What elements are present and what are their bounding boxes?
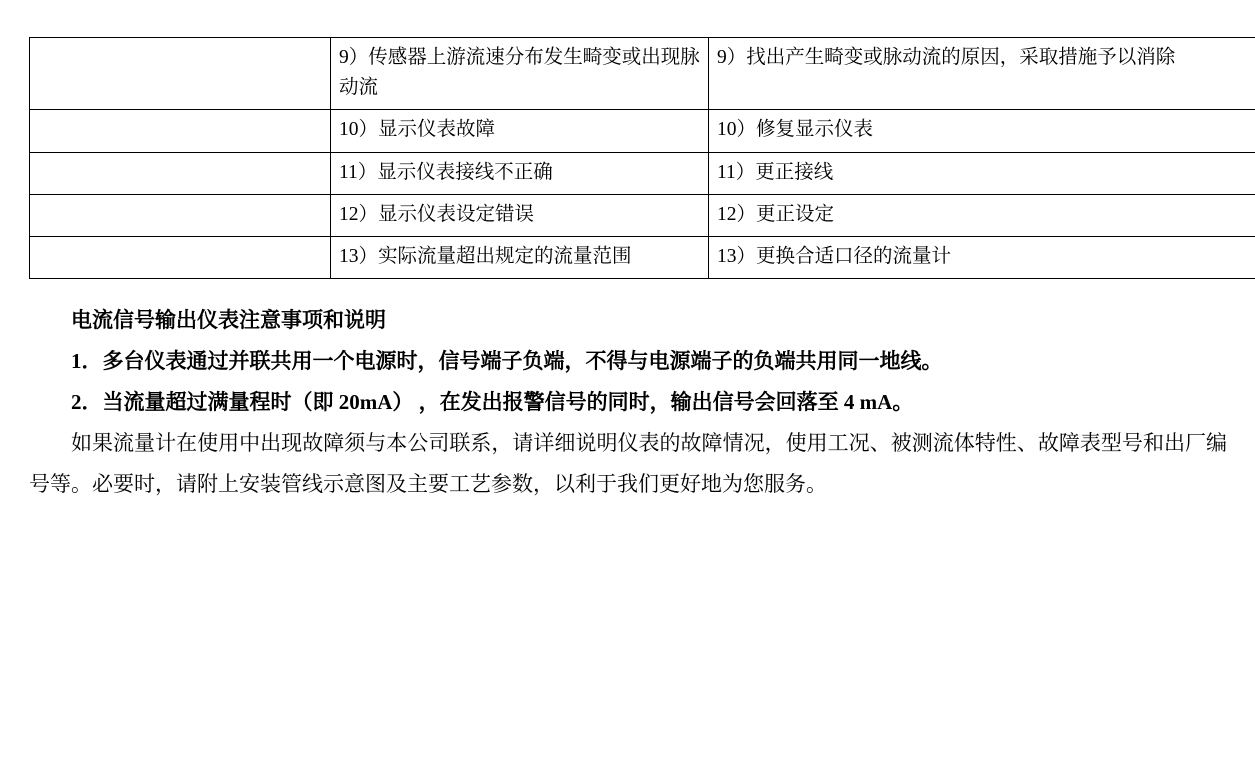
table-cell-remedy: 10）修复显示仪表	[709, 110, 1255, 152]
table-cell-remedy: 9）找出产生畸变或脉动流的原因，采取措施予以消除	[709, 38, 1255, 110]
table-cell-remedy: 13）更换合适口径的流量计	[709, 237, 1255, 279]
table-row	[30, 38, 1255, 110]
fault-table-container	[29, 37, 1227, 279]
fault-troubleshooting-table	[29, 37, 1255, 279]
table-cell-cause: 11）显示仪表接线不正确	[331, 152, 709, 194]
table-row	[30, 237, 1255, 279]
table-row	[30, 194, 1255, 236]
table-cell-remedy: 11）更正接线	[709, 152, 1255, 194]
table-cell-empty	[30, 110, 331, 152]
table-cell-empty	[30, 237, 331, 279]
section-heading: 电流信号输出仪表注意事项和说明	[71, 308, 386, 332]
closing-paragraph: 如果流量计在使用中出现故障须与本公司联系，请详细说明仪表的故障情况，使用工况、被测流体特性、故障表型号和出厂编号等。必要时，请附上安装管线示意图及主要工艺参数，以利于我们更好地为您服务。	[29, 430, 1227, 496]
table-cell-cause: 13）实际流量超出规定的流量范围	[331, 237, 709, 279]
table-cell-remedy: 12）更正设定	[709, 194, 1255, 236]
table-cell-cause: 9）传感器上游流速分布发生畸变或出现脉动流	[331, 38, 709, 110]
table-cell-empty	[30, 152, 331, 194]
table-row	[30, 152, 1255, 194]
table-cell-cause: 10）显示仪表故障	[331, 110, 709, 152]
note-paragraph-1: 1．多台仪表通过并联共用一个电源时，信号端子负端，不得与电源端子的负端共用同一地线。	[71, 348, 943, 373]
table-cell-empty	[30, 194, 331, 236]
table-cell-cause: 12）显示仪表设定错误	[331, 194, 709, 236]
table-row	[30, 110, 1255, 152]
table-cell-empty	[30, 38, 331, 110]
body-text-container	[29, 300, 1227, 505]
note-paragraph-2: 2．当流量超过满量程时（即 20mA） ，在发出报警信号的同时，输出信号会回落至 4 mA。	[71, 389, 914, 414]
